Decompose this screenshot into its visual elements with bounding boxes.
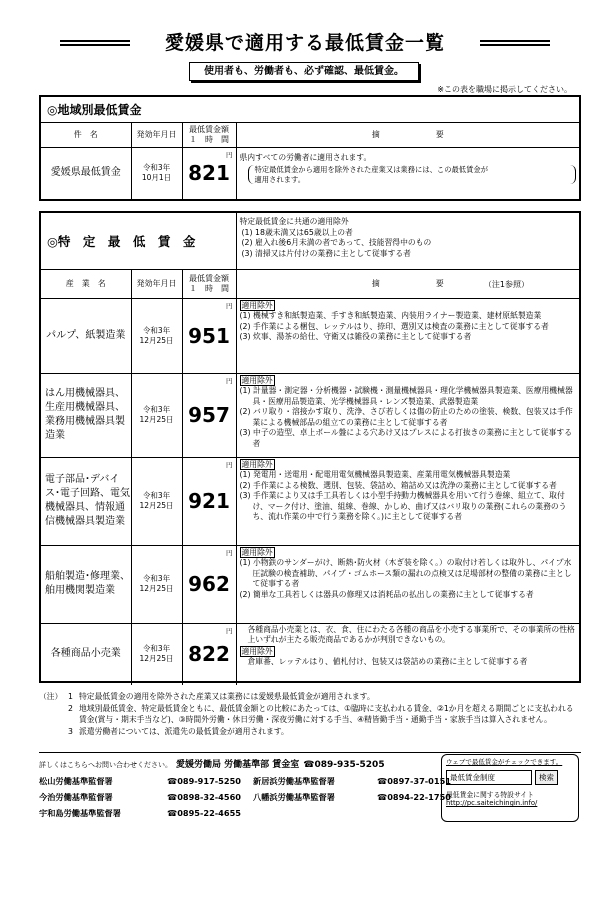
- regional-header-wage: 最低賃金額 １ 時 間: [182, 122, 236, 147]
- note-number: 1: [68, 692, 73, 701]
- regional-remark-2: 特定最低賃金から適用を除外された産業又は業務には、この最低賃金が 適用されます。: [248, 165, 577, 184]
- wage-amount: [182, 457, 236, 545]
- regional-row-remarks: [236, 147, 579, 199]
- exclusion-item: (1) 機械すき和紙製造業、手すき和紙製造業、内装用ライナー製造業、建材原紙製造業: [239, 311, 542, 320]
- office-name: 八幡浜労働基準監督署: [253, 792, 335, 802]
- exclusion-item: (3) 中子の造型、卓上ボール盤による穴あけ又はプレスによる打抜きの業務に主として従事する者: [239, 428, 572, 448]
- page-title-text: 愛媛県で適用する最低賃金一覧: [164, 32, 445, 54]
- yen-unit: 円: [226, 150, 233, 159]
- subtitle-box: 使用者も、労働者も、必ず確認、最低賃金。: [189, 62, 419, 81]
- remarks: [236, 457, 579, 545]
- note-text: 派遣労働者については、派遣先の最低賃金が適用されます。: [79, 726, 289, 736]
- regional-header-date: 発効年月日: [131, 122, 182, 147]
- exclusion-tag: 適用除外: [241, 300, 273, 310]
- table-row: [41, 545, 579, 623]
- regional-row-name: 愛媛県最低賃金: [41, 147, 131, 199]
- specific-header-date: 発効年月日: [131, 269, 182, 298]
- note-number: 2: [68, 703, 73, 713]
- office-tel: ☎089-917-5250: [167, 776, 241, 786]
- effective-date: 令和3年 12月25日: [131, 545, 182, 623]
- office-tel: ☎0895-22-4655: [167, 808, 241, 818]
- office-name: 松山労働基準監督署: [39, 776, 113, 786]
- regional-row-wage: [182, 147, 236, 199]
- office-name: 今治労働基準監督署: [39, 792, 113, 802]
- office-name: 新居浜労働基準監督署: [253, 776, 335, 786]
- wage-value: 962: [188, 572, 230, 596]
- regional-wage-box: [39, 95, 581, 201]
- exclusion-item: (1) 計量器・測定器・分析機器・試験機・測量機械器具・理化学機械器具製造業、医療用機械器具・医療用品製造業、光学機械器具・レンズ製造業、武器製造業: [239, 386, 573, 406]
- exclusion-tag: 適用除外: [241, 646, 273, 656]
- title-rule-left: [60, 40, 130, 46]
- effective-date: 令和3年 12月25日: [131, 298, 182, 373]
- remarks-header-note: （注1参照）: [483, 279, 529, 289]
- table-row: [41, 373, 579, 457]
- remarks: [236, 545, 579, 623]
- wage-value: 822: [188, 642, 230, 667]
- wage-amount: [182, 623, 236, 685]
- specific-section-title: ◎特 定 最 低 賃 金: [41, 213, 236, 269]
- exclusion-item: (2) 手作業による梱包、レッテルはり、捺印、選別又は検査の業務に主として従事する者: [239, 321, 549, 331]
- exclusion-item: 倉庫番、レッテルはり、値札付け、包装又は袋詰めの業務に主として従事する者: [247, 657, 528, 666]
- page-title: [60, 28, 550, 58]
- notes-label: （注）: [39, 692, 63, 701]
- exclusion-item: (2) 簡単な工具若しくは器具の修理又は消耗品の払出しの業務に主として従事する者: [239, 589, 534, 599]
- search-button[interactable]: 検索: [535, 770, 558, 785]
- yen-unit: 円: [226, 301, 233, 310]
- note-text: 特定最低賃金の適用を除外された産業又は業務には愛媛県最低賃金が適用されます。: [79, 692, 375, 701]
- exclusion-item: (1) 小物鉄のサンダーがけ、断熱･防火材（木ぎ装を除く。）の取付け若しくは取外し、パイプ水圧試験の検査補助、パイプ・ゴムホース類の漏れの点検又は足場部材の整備の業務に主として従事する者: [239, 558, 572, 588]
- common-exclusion-item: (3) 清掃又は片付けの業務に主として従事する者: [241, 248, 411, 258]
- exclusion-item: (2) バリ取り・溶接かす取り、洗浄、さび若しくは傷の防止のための塗装、検数、包装又は手作業による機械部品の組立ての業務に主として従事する者: [239, 407, 573, 427]
- exclusion-item: (2) 手作業による検数、選別、包装、袋詰め、箱詰め又は洗浄の業務に主として従事する者: [239, 480, 557, 490]
- industry-name: 電子部品･デバイス･電子回路、電気機械器具、情報通信機械器具製造業: [41, 457, 131, 545]
- remarks: [236, 623, 579, 685]
- remarks-header-text: 摘 要: [371, 279, 444, 288]
- title-rule-right: [480, 40, 550, 46]
- exclusion-tag: 適用除外: [241, 547, 273, 557]
- exclusion-tag: 適用除外: [241, 459, 273, 469]
- footer-divider: [39, 752, 581, 753]
- office-tel: ☎0897-37-0151: [377, 776, 451, 786]
- yen-unit: 円: [226, 548, 233, 557]
- regional-header-name: 件 名: [41, 122, 131, 147]
- contact-block: [39, 757, 451, 821]
- yen-unit: 円: [226, 376, 233, 385]
- regional-remark-1: 県内すべての労働者に適用されます。: [239, 152, 372, 162]
- common-exclusion-item: (1) 18歳未満又は65歳以上の者: [241, 227, 353, 237]
- regional-header-remarks: 摘 要: [236, 122, 579, 147]
- web-url-link[interactable]: http://pc.saiteichingin.info/: [446, 799, 538, 807]
- wage-amount: [182, 545, 236, 623]
- office-name: 宇和島労働基準監督署: [39, 808, 121, 818]
- specific-wage-box: [39, 211, 581, 683]
- specific-header-wage: 最低賃金額 １ 時 間: [182, 269, 236, 298]
- remarks: [236, 298, 579, 373]
- regional-row-date: 令和3年 10月1日: [131, 147, 182, 199]
- table-row: [41, 298, 579, 373]
- web-site-label: 最低賃金に関する特設サイト: [446, 791, 534, 799]
- main-contact-name: 愛媛労働局 労働基準部 賃金室: [176, 760, 300, 770]
- web-info-box: [441, 754, 579, 822]
- wage-value: 957: [188, 403, 230, 427]
- specific-header-industry: 産 業 名: [41, 269, 131, 298]
- wage-value: 951: [188, 323, 230, 348]
- inquiry-text: 詳しくはこちらへお問い合わせください。: [39, 761, 172, 769]
- office-tel: ☎0898-32-4560: [167, 792, 241, 802]
- common-exclusion: [236, 213, 579, 269]
- exclusion-tag: 適用除外: [241, 375, 273, 385]
- search-input[interactable]: 最低賃金制度: [446, 770, 532, 785]
- main-contact-tel: ☎089-935-5205: [303, 760, 385, 770]
- table-row: [41, 457, 579, 545]
- regional-section-title: ◎地域別最低賃金: [41, 97, 579, 122]
- wage-amount: [182, 373, 236, 457]
- industry-name: 船舶製造･修理業、舶用機関製造業: [41, 545, 131, 623]
- note-number: 3: [68, 726, 73, 736]
- industry-definition: 各種商品小売業とは、衣、食、住にわたる各種の商品を小売する事業所で、その事業所の性格上いずれが主たる販売商品であるかが判別できないもの。: [247, 624, 575, 644]
- exclusion-item: (3) 手作業により又は手工具若しくは小型手持動力機械器具を用いて行う巻線、組立て、取付け、マーク付け、塗油、組線、巻線、かしめ、曲げ又はバリ取りの業務(これらの業務のうち、流れ作業の中で行う業務を除く。)に主として従事する者: [239, 491, 567, 521]
- specific-header-remarks: [236, 269, 579, 298]
- remarks: [236, 373, 579, 457]
- regional-wage-value: 821: [188, 161, 230, 186]
- note-text: 地域別最低賃金、特定最低賃金ともに、最低賃金額との比較にあたっては、①臨時に支払われる賃金、②1か月を超える期間ごとに支払われる賃金(賞与・期末手当など)、③時間外労働・休日労働・深夜労働に対する手当、④精皆勤手当・通勤手当・家族手当は算入されません。: [79, 703, 574, 724]
- office-tel: ☎0894-22-1750: [377, 792, 451, 802]
- exclusion-item: (3) 炊事、湯茶の給仕、守衛又は雑役の業務に主として従事する者: [239, 332, 472, 341]
- post-note: ※この表を職場に掲示してください。: [437, 85, 572, 94]
- table-row: [41, 623, 579, 685]
- common-exclusion-title: 特定最低賃金に共通の適用除外: [239, 217, 349, 226]
- effective-date: 令和3年 12月25日: [131, 623, 182, 685]
- wage-amount: [182, 298, 236, 373]
- common-exclusion-item: (2) 雇入れ後6月未満の者であって、技能習得中のもの: [241, 238, 432, 247]
- industry-name: 各種商品小売業: [41, 623, 131, 685]
- effective-date: 令和3年 12月25日: [131, 373, 182, 457]
- wage-value: 921: [188, 489, 230, 513]
- industry-name: パルプ、紙製造業: [41, 298, 131, 373]
- effective-date: 令和3年 12月25日: [131, 457, 182, 545]
- industry-name: はん用機械器具、生産用機械器具、業務用機械器具製造業: [41, 373, 131, 457]
- web-caption: ウェブで最低賃金がチェックできます。: [446, 758, 563, 766]
- yen-unit: 円: [226, 626, 233, 635]
- exclusion-item: (1) 発電用・送電用・配電用電気機械器具製造業、産業用電気機械器具製造業: [239, 470, 511, 479]
- footnotes: [39, 691, 581, 737]
- yen-unit: 円: [226, 460, 233, 469]
